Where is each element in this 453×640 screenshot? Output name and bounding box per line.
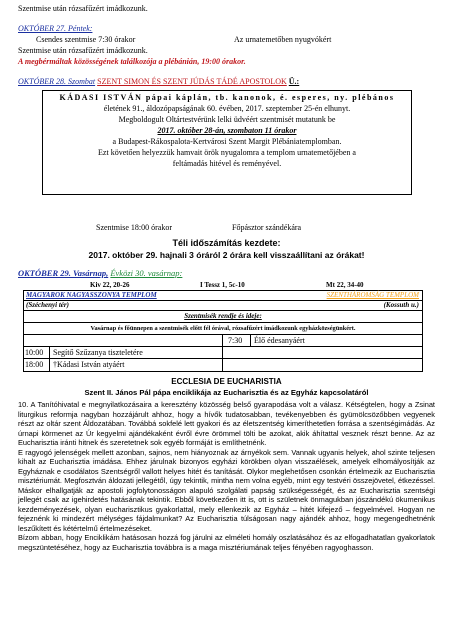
memorial-date: 2017. október 28-án, szombaton 11 órakor	[157, 126, 297, 135]
memorial-line5: a Budapest-Rákospalota-Kertvárosi Szent Margit Plébániatemplomban.	[112, 137, 342, 146]
church-left-sub: (Széchenyi tér)	[26, 301, 69, 309]
memorial-line3: Megboldogult Oltártestvérünk lelki üdvéért szentmisét mutatunk be	[118, 115, 336, 124]
oct28-heading: OKTÓBER 28. Szombat	[18, 77, 96, 86]
church-right: SZENTHÁROMSÁG TEMPLOM	[326, 291, 419, 299]
oct27-rosary: Szentmise után rózsafűzért imádkozunk.	[18, 46, 148, 55]
oct28-feast: SZENT SIMON ÉS SZENT JÚDÁS TÁDÉ APOSTOLOK	[97, 77, 287, 86]
oct28-mass-celebrant: Főpásztor szándékára	[232, 223, 302, 232]
schedule-note: Vasárnap és főünnepen a szentmisék előtt fél órával, rózsafűzért imádkozunk egyházközségünkért.	[90, 325, 356, 332]
oct27-meeting: A megbérmáltak közösségének találkozója a plébánián, 19:00 órakor.	[18, 57, 246, 66]
oct27-heading: OKTÓBER 27. Péntek:	[18, 24, 93, 33]
article-paragraph-3: Bízom abban, hogy Enciklikám hatásosan hozzá fog járulni az elméleti homály oszlatásához és az elfogadhatatlan gyakorlatok megszüntetéséhez, hogy az Eucharisztia továbbra is a maga misztériumának teljes fényében ragyoghasson.	[18, 533, 435, 552]
row1-intention-right: Élő édesanyáért	[254, 336, 305, 345]
dst-text: 2017. október 29. hajnali 3 óráról 2 órára kell visszaállítani az órákat!	[88, 250, 365, 260]
church-right-sub: (Kossuth u.)	[383, 301, 419, 309]
article-title: ECCLESIA DE EUCHARISTIA	[171, 377, 282, 386]
oct29-heading: OKTÓBER 29. Vasárnap,	[18, 268, 109, 278]
reading-2: I Tessz 1, 5c-10	[200, 281, 245, 289]
reading-1: Kiv 22, 20-26	[90, 281, 130, 289]
row1-time-right: 7:30	[228, 336, 243, 345]
memorial-line7: feltámadás hitével és reményével.	[172, 159, 282, 168]
row2-intention: Segítő Szűzanya tiszteletére	[53, 348, 143, 357]
oct29-sunday: Évközi 30. vasárnap:	[110, 268, 183, 278]
reading-3: Mt 22, 34-40	[326, 281, 364, 289]
memorial-name: KÁDASI ISTVÁN pápai káplán, tb. kanonok, é. esperes, ny. plébános	[59, 93, 395, 102]
oct27-intention: Az urnatemetőben nyugvókért	[234, 35, 332, 44]
memorial-line2: életének 91., áldozópapságának 60. évében, 2017. szeptember 25-én elhunyt.	[103, 104, 351, 113]
oct28-feast-suffix: Ü.:	[288, 77, 300, 86]
row3-time: 18:00	[25, 360, 44, 369]
article-body	[18, 400, 435, 552]
article-paragraph-2: E ragyogó jelenségek mellett azonban, sajnos, nem hiányoznak az árnyékok sem. Vannak ugyanis helyek, ahol szinte teljesen kihalt az Eucharisztia imádása. Ehhez járulnak bizonyos egyházi körökben olyan visszaélések, amelyek elhomályosítják az Egyháznak e csodálatos Szentségről vallott helyes hitét és tanítását. Olykor meglehetősen csonkán értelmezik az Eucharisztia misztériumát. Megfosztván áldozati jellegétől, úgy tekintik, mintha nem volna egyéb, mint egy testvéri összejövetel, étkezéssel. Máskor elhallgatják az apostoli jogfolytonosságon alapuló szolgálati papság szükségességét, és az Eucharisztia szentségi jellegét csak az igehirdetés hatásának tekintik. Ebből következően itt is, ott is születnek önmagukban jószándékú ökumenikus kezdeményezések, olyan eucharisztikus gyakorlattal, mely ellenkezik az Egyház – hitét kifejező – fegyelmével. Hogyan ne fejeznénk ki mindezért mélységes fájdalmunkat? Az Eucharisztia túlságosan nagy ajándék ahhoz, hogy megengedhetnénk leszűkített és kétértelmű értelmezéseket.	[18, 447, 435, 533]
oct28-mass-time: Szentmise 18:00 órakor	[96, 223, 172, 232]
oct29-heading-line	[18, 268, 182, 279]
church-left: MAGYAROK NAGYASSZONYA TEMPLOM	[26, 291, 157, 299]
schedule-title: Szentmisék rendje és ideje:	[184, 312, 262, 320]
row2-time: 10:00	[25, 348, 44, 357]
oct27-mass: Csendes szentmise 7:30 órakor	[36, 35, 136, 44]
article-paragraph-1: 10. A Tanítóhivatal e megnyilatkozásaira a keresztény közösség belső gyarapodása volt a válasz. Kétségtelen, hogy a Zsinat liturgikus reformja nagyban hozzájárult ahhoz, hogy a hívők tudatosabban, tevékenyebben és gyümölcsözőbben vegyenek részt az oltár szent Áldozatában. Továbbá sokfelé lett gyakori és az életszentség kimeríthetetlen forrása a szentségimádás. Az úrnapi körmenet az Úr kegyelmi ajándékaként évről évre örömmel tölti be azokat, akik áhítattal vesznek részt benne. Az az Eucharisztia iránti hitnek és szeretetnek sok egyéb formáját is említhetnénk.	[18, 400, 435, 447]
oct28-heading-line	[18, 77, 299, 87]
dst-title: Téli időszámítás kezdete:	[172, 238, 281, 248]
article-subtitle: Szent II. János Pál pápa enciklikája az Eucharisztia és az Egyház kapcsolatáról	[84, 388, 369, 397]
memorial-line6: Ezt követően helyezzük hamvait örök nyugalomra a templom urnatemetőjében a	[98, 148, 356, 157]
row3-intention: †Kádasi István atyáért	[53, 360, 125, 369]
rosary-note-top: Szentmise után rózsafűzért imádkozunk.	[18, 4, 148, 13]
memorial-name-line	[44, 93, 410, 103]
